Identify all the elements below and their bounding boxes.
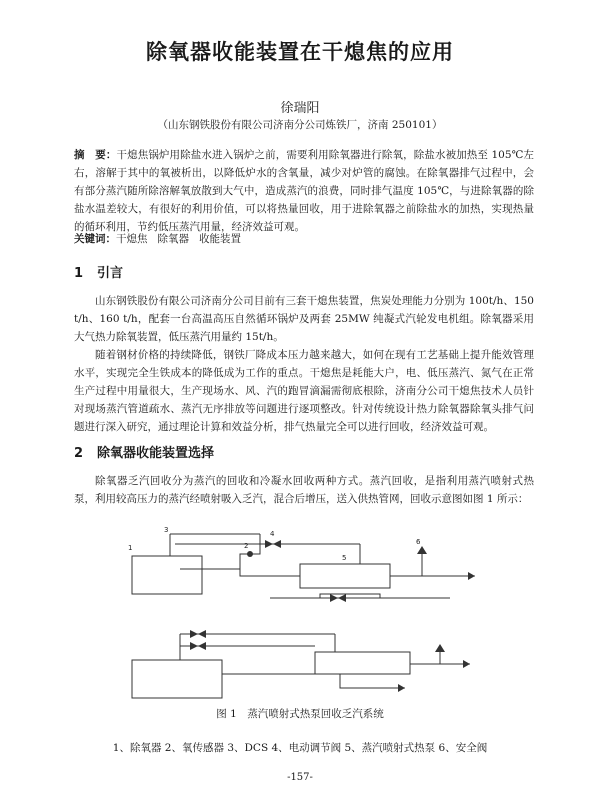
deaerator-tank xyxy=(132,556,202,594)
abstract xyxy=(74,146,534,236)
figure-legend: 1、除氧器 2、氧传感器 3、DCS 4、电动调节阀 5、蒸汽喷射式热泵 6、安全阀 xyxy=(112,742,488,754)
section-number: 1 xyxy=(74,266,84,281)
figure-caption: 图 1 蒸汽喷射式热泵回收乏汽系统 xyxy=(216,708,384,720)
abstract-label: 摘 要： xyxy=(74,149,117,161)
keyword: 干熄焦 xyxy=(116,233,148,245)
condenser-unit xyxy=(315,652,410,674)
steam-jet-heat-pump xyxy=(300,564,390,588)
figure-diagram-top xyxy=(120,524,480,614)
figure-label: 4 xyxy=(270,530,275,538)
arrow-icon xyxy=(468,572,475,580)
figure-label: 2 xyxy=(244,542,249,550)
author-affiliation: （山东钢铁股份有限公司济南分公司炼铁厂，济南 250101） xyxy=(157,119,443,131)
paragraph: 山东钢铁股份有限公司济南分公司目前有三套干熄焦装置，焦炭处理能力分别为 100t/h、150 t/h、160 t/h，配套一台高温高压自然循环锅炉及两套 25MW 纯凝式汽轮发电机组。除氧器采用大气热力除氧装置，低压蒸汽用量约 15t/h。 xyxy=(74,295,534,343)
author-name: 徐瑞阳 xyxy=(280,101,320,116)
section-number: 2 xyxy=(74,446,84,461)
valve-icon xyxy=(190,642,206,650)
safety-valve-icon xyxy=(417,546,427,554)
safety-valve-icon xyxy=(435,644,445,652)
paragraph: 随着钢材价格的持续降低，钢铁厂降成本压力越来越大，如何在现有工艺基础上提升能效管理水平，实现完全生铁成本的降低成为工作的重点。干熄焦是耗能大户，电、低压蒸汽、氮气在正常生产过程中用量很大，生产现场水、风、汽的跑冒滴漏需彻底根除，济南分公司干熄焦技术人员针对现场蒸汽管道疏水、蒸汽无序排放等问题进行逐项整改。针对传统设计热力除氧器除氧头排气问题进行深入研究，通过理论计算和效益分析，排气热量完全可以进行回收，经济效益可观。 xyxy=(74,349,534,433)
control-valve-icon xyxy=(265,540,281,548)
deaerator-tank xyxy=(132,660,222,698)
page-number: -157- xyxy=(287,772,313,783)
valve-icon xyxy=(190,630,206,638)
section-title: 引言 xyxy=(97,266,124,281)
paragraph: 除氧器乏汽回收分为蒸汽的回收和冷凝水回收两种方式。蒸汽回收，是指利用蒸汽喷射式热泵，利用较高压力的蒸汽经喷射吸入乏汽，混合后增压，送入供热管网，回收示意图如图 1 所示： xyxy=(74,475,534,505)
abstract-text: 干熄焦锅炉用除盐水进入锅炉之前，需要利用除氧器进行除氧，除盐水被加热至 105℃左右，溶解于其中的氧被析出，以降低炉水的含氧量，减少对炉管的腐蚀。在除氧器排气过程中，会有部分蒸汽随所除溶解氧放散到大气中，造成蒸汽的浪费，同时排气温度 105℃，与进除氧器的除盐水温差较大，有很好的利用价值，可以将热量回收，用于进除氧器之前除盐水的加热，实现热量的循环利用，节约低压蒸汽用量，经济效益可观。 xyxy=(74,149,535,233)
keywords-label: 关键词： xyxy=(74,233,116,245)
figure-label: 5 xyxy=(342,554,347,562)
paper-title: 除氧器收能装置在干熄焦的应用 xyxy=(146,40,454,64)
sensor-icon xyxy=(247,551,253,557)
section-heading-2 xyxy=(74,442,214,461)
figure-label: 3 xyxy=(164,526,169,534)
figure-label: 1 xyxy=(128,544,133,552)
figure-label: 6 xyxy=(416,538,421,546)
figure-diagram-bottom xyxy=(120,622,480,702)
section-heading-1 xyxy=(74,262,123,281)
arrow-icon xyxy=(398,684,405,692)
keyword: 收能装置 xyxy=(199,233,241,245)
section-title: 除氧器收能装置选择 xyxy=(97,446,215,461)
arrow-icon xyxy=(463,660,470,668)
valve-icon xyxy=(330,594,346,602)
keywords xyxy=(74,230,534,248)
keyword: 除氧器 xyxy=(157,233,189,245)
